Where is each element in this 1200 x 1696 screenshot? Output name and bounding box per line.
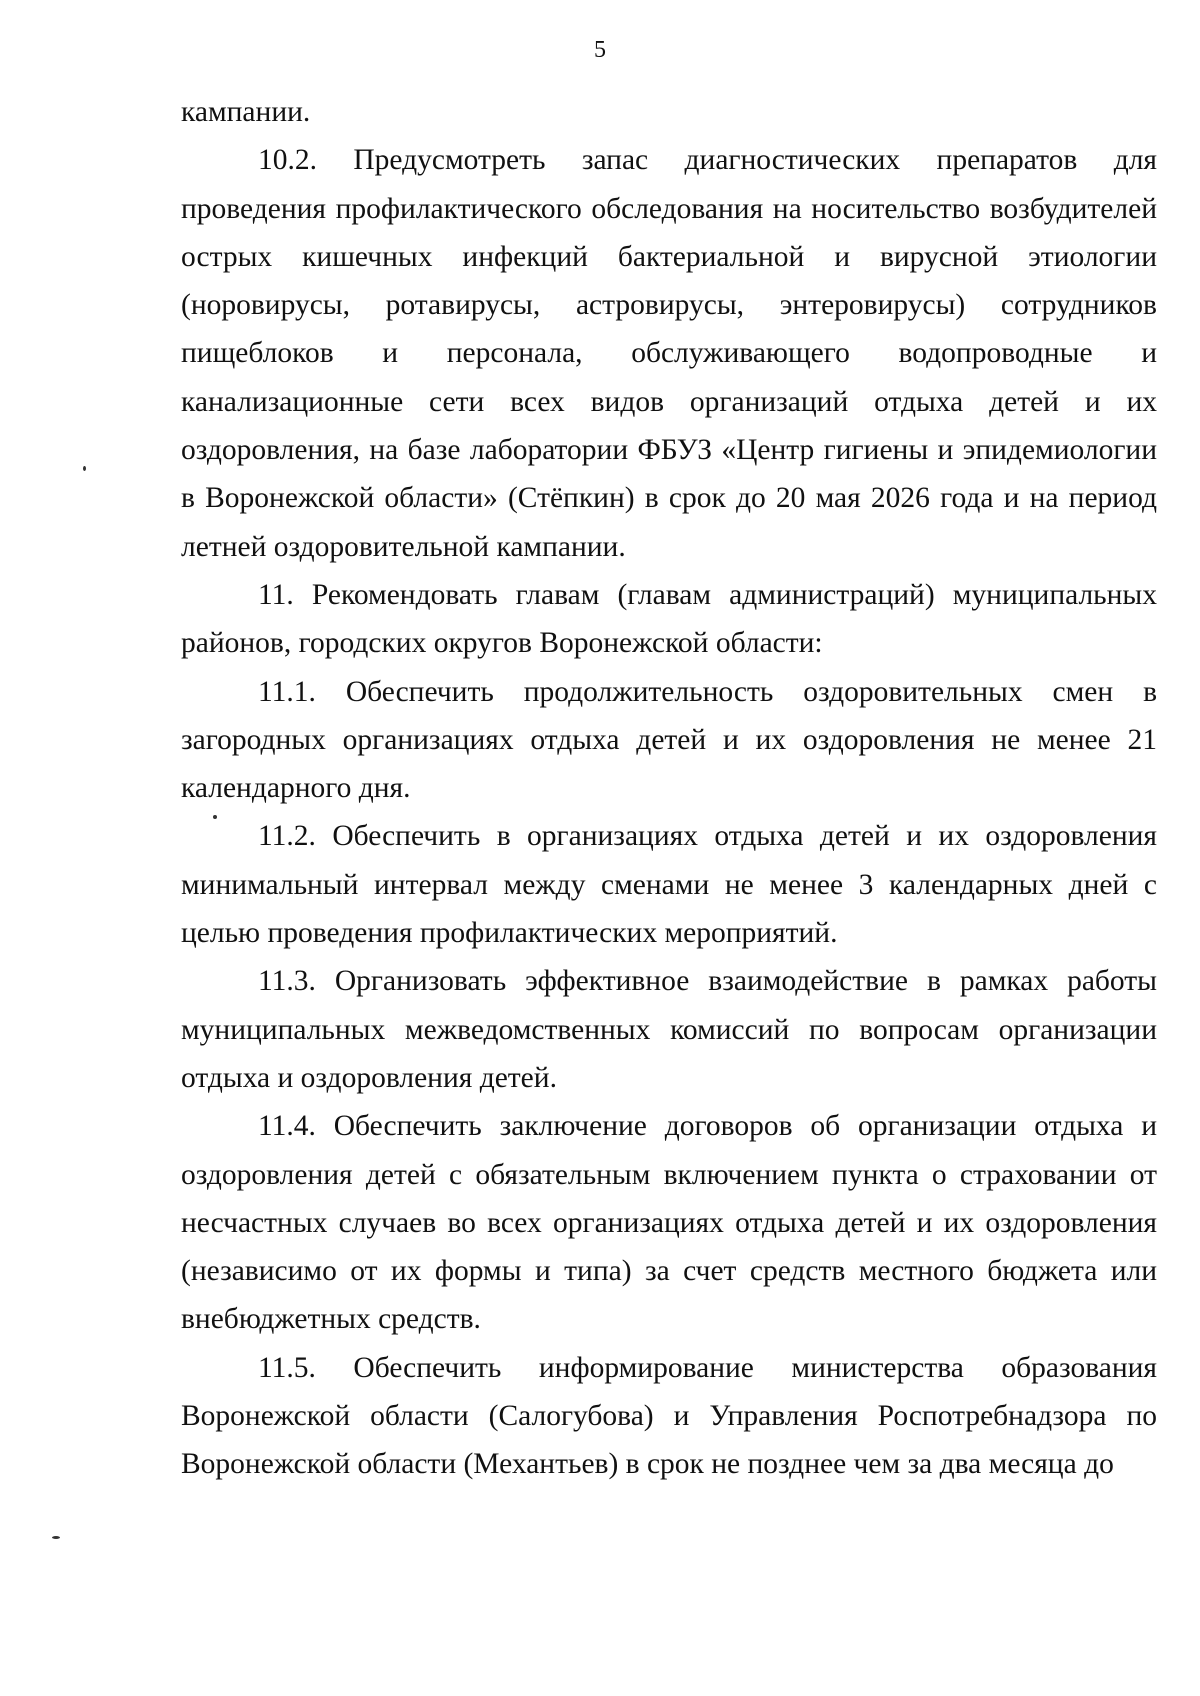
- paragraph-11-3: 11.3. Организовать эффективное взаимодействие в рамках работы муниципальных межведомственных комиссий по вопросам организации отдыха и оздоровления детей.: [181, 965, 1157, 1094]
- document-body: [181, 88, 1157, 1489]
- paragraph-10-2: 10.2. Предусмотреть запас диагностических препаратов для проведения профилактического обследования на носительство возбудителей острых кишечных инфекций бактериальной и вирусной этиологии (норовирусы, ротавирусы, астровирусы, энтеровирусы) сотрудников пищеблоков и персонала, обслуживающего водопроводные и канализационные сети всех видов организаций отдыха детей и их оздоровления, на базе лаборатории ФБУЗ «Центр гигиены и эпидемиологии в Воронежской области» (Стёпкин) в срок до 20 мая 2026 года и на период летней оздоровительной кампании.: [181, 144, 1157, 563]
- paragraph-11-4: 11.4. Обеспечить заключение договоров об организации отдыха и оздоровления детей с обязательным включением пункта о страховании от несчастных случаев во всех организациях отдыха детей и их оздоровления (независимо от их формы и типа) за счет средств местного бюджета или внебюджетных средств.: [181, 1110, 1157, 1336]
- scan-speck: [52, 1536, 60, 1539]
- paragraph-11-5: 11.5. Обеспечить информирование министерства образования Воронежской области (Салогубова) и Управления Роспотребнадзора по Воронежской области (Механтьев) в срок не позднее чем за два месяца до: [181, 1351, 1157, 1481]
- paragraph-continuation: кампании.: [181, 96, 311, 128]
- scan-speck: [83, 466, 86, 471]
- paragraph-11-2: 11.2. Обеспечить в организациях отдыха детей и их оздоровления минимальный интервал между сменами не менее 3 календарных дней с целью проведения профилактических мероприятий.: [181, 820, 1157, 950]
- scan-speck: [213, 815, 217, 819]
- paragraph-11: 11. Рекомендовать главам (главам администраций) муниципальных районов, городских округов Воронежской области:: [181, 578, 1157, 660]
- page-number: 5: [594, 37, 606, 63]
- paragraph-11-1: 11.1. Обеспечить продолжительность оздоровительных смен в загородных организациях отдыха детей и их оздоровления не менее 21 календарного дня.: [181, 675, 1157, 805]
